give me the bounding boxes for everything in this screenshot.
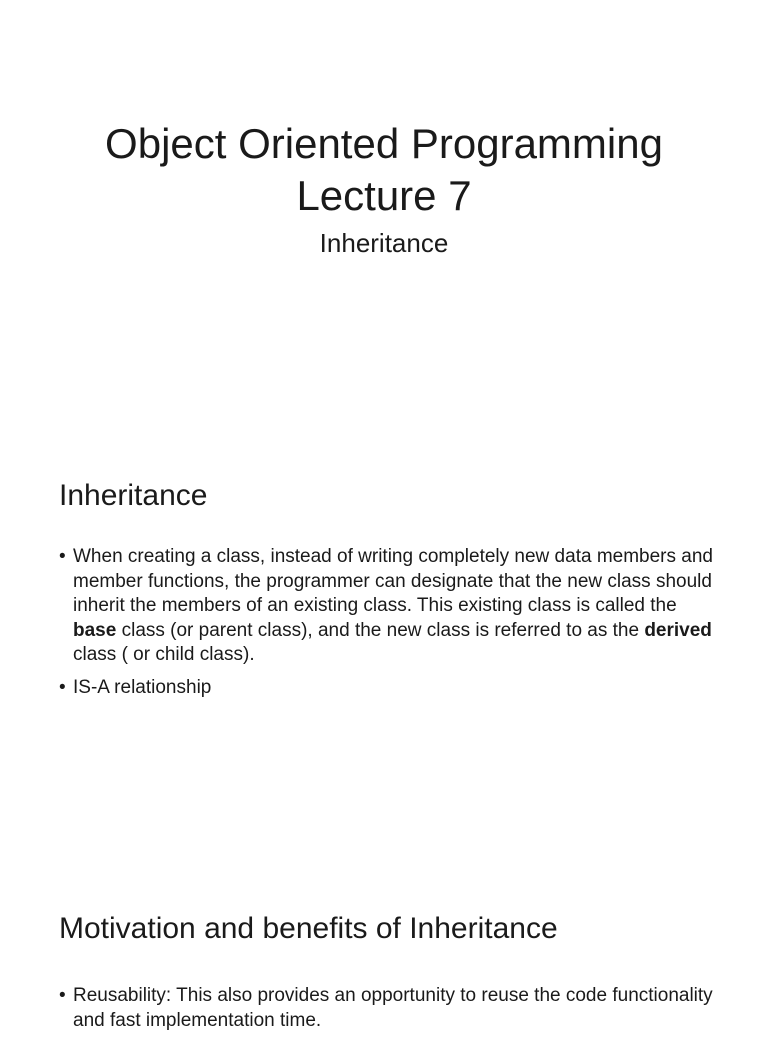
motivation-slide [59, 910, 719, 1041]
bullet-text: Reusability: This also provides an opportunity to reuse the code functionality and fast implementation time. [73, 985, 713, 1031]
bold-term-base: base [73, 619, 117, 641]
inheritance-slide [59, 477, 719, 708]
slide-subtitle: Inheritance [319, 228, 449, 258]
bullet-icon: • [59, 676, 66, 698]
bullet-icon: • [59, 985, 66, 1006]
bullet-text: When creating a class, instead of writing completely new data members and member functions, the programmer can designate that the new class should inherit the members of an existing class. This existing class is called the [73, 546, 713, 616]
bullet-icon: • [59, 546, 66, 567]
bullet-text: class (or parent class), and the new class is referred to as the [116, 619, 645, 641]
slide-title: Object Oriented Programming [105, 120, 663, 167]
bullet-item [59, 545, 719, 668]
bold-term-derived: derived [644, 619, 712, 641]
bullet-text: class ( or child class). [73, 644, 255, 665]
bullet-list [59, 984, 719, 1033]
bullet-item [59, 676, 719, 701]
section-heading: Motivation and benefits of Inheritance [59, 912, 558, 945]
slide-title-lecture: Lecture 7 [296, 172, 472, 219]
bullet-item [59, 984, 719, 1033]
section-heading: Inheritance [59, 479, 208, 512]
title-slide [0, 118, 768, 260]
bullet-list [59, 545, 719, 700]
bullet-text: IS-A relationship [73, 676, 212, 698]
